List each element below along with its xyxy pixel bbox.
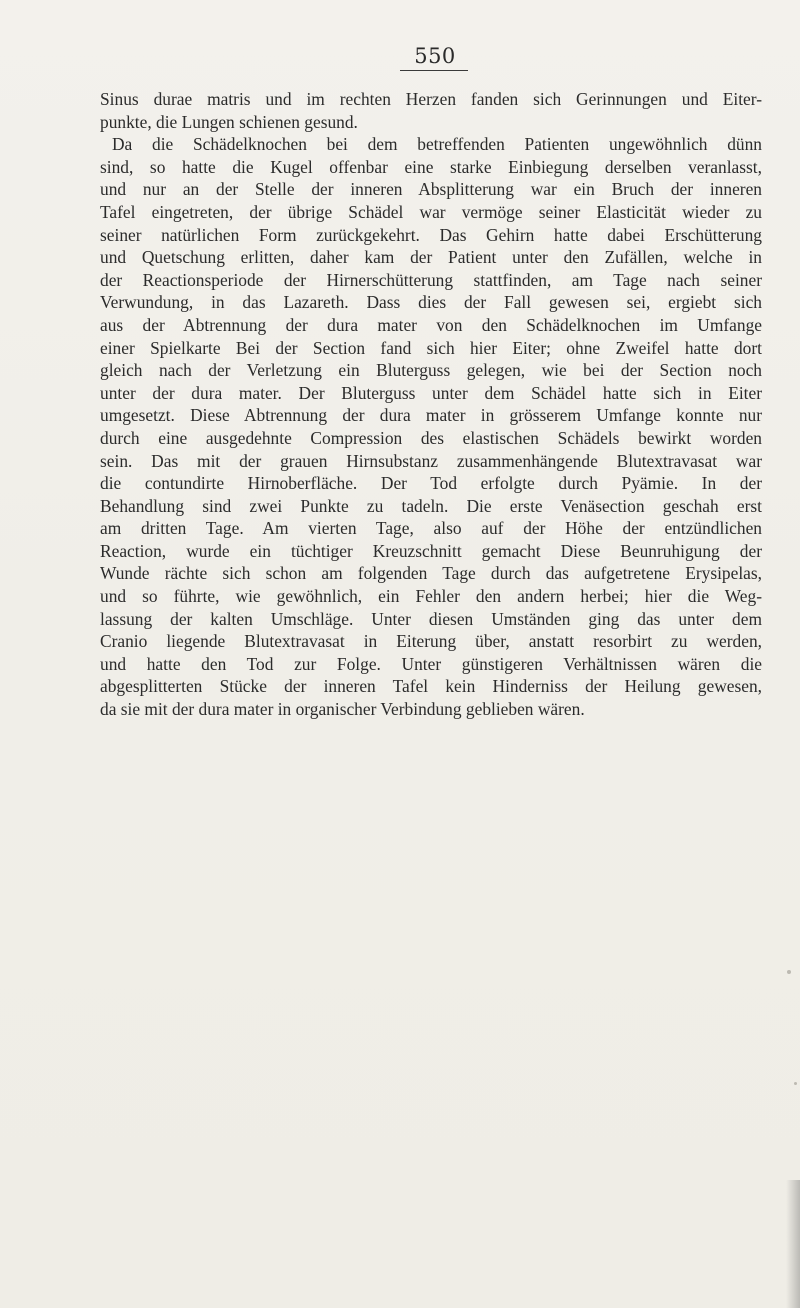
paragraph-start-line: Da die Schädelknochen bei dem betreffenden Patienten ungewöhnlich dünn [112, 134, 762, 155]
page-number: 550 [414, 44, 456, 68]
text-line: aus der Abtrennung der dura mater von den Schädelknochen im Umfange [100, 314, 762, 335]
text-line: der Reactionsperiode der Hirnerschütterung stattfinden, am Tage nach seiner [100, 269, 762, 290]
text-line: und so führte, wie gewöhnlich, ein Fehler den andern herbei; hier die Weg- [100, 586, 762, 607]
text-line: abgesplitterten Stücke der inneren Tafel kein Hinderniss der Heilung gewesen, [100, 676, 762, 697]
text-line: die contundirte Hirnoberfläche. Der Tod erfolgte durch Pyämie. In der [100, 473, 762, 494]
text-line: einer Spielkarte Bei der Section fand sich hier Eiter; ohne Zweifel hatte dort [100, 337, 762, 358]
text-line: Reaction, wurde ein tüchtiger Kreuzschnitt gemacht Diese Beunruhigung der [100, 540, 762, 561]
text-line: seiner natürlichen Form zurückgekehrt. Das Gehirn hatte dabei Erschütterung [100, 224, 762, 245]
text-line: Sinus durae matris und im rechten Herzen fanden sich Gerinnungen und Eiter- [100, 89, 762, 109]
page-number-underline [400, 70, 468, 71]
text-line: Tafel eingetreten, der übrige Schädel war vermöge seiner Elasticität wieder zu [100, 201, 762, 222]
text-line: und hatte den Tod zur Folge. Unter günstigeren Verhältnissen wären die [100, 653, 762, 674]
text-line: Cranio liegende Blutextravasat in Eiterung über, anstatt resorbirt zu werden, [100, 631, 762, 652]
page-edge-shadow [786, 1180, 800, 1308]
text-line: Wunde rächte sich schon am folgenden Tage durch das aufgetretene Erysipelas, [100, 563, 762, 584]
text-line: sein. Das mit der grauen Hirnsubstanz zusammenhängende Blutextravasat war [100, 450, 762, 471]
paper-speck [794, 1082, 797, 1085]
text-line: durch eine ausgedehnte Compression des elastischen Schädels bewirkt worden [100, 427, 762, 448]
text-line: sind, so hatte die Kugel offenbar eine starke Einbiegung derselben veranlasst, [100, 156, 762, 177]
paper-speck [787, 970, 791, 974]
text-line: und nur an der Stelle der inneren Absplitterung war ein Bruch der inneren [100, 179, 762, 200]
text-line: am dritten Tage. Am vierten Tage, also auf der Höhe der entzündlichen [100, 518, 762, 539]
text-line: da sie mit der dura mater in organischer Verbindung geblieben wären. [100, 699, 585, 720]
text-line: Verwundung, in das Lazareth. Dass dies der Fall gewesen sei, ergiebt sich [100, 292, 762, 313]
text-line: unter der dura mater. Der Bluterguss unter dem Schädel hatte sich in Eiter [100, 382, 762, 403]
body-text [100, 88, 762, 721]
text-line: gleich nach der Verletzung ein Bluterguss gelegen, wie bei der Section noch [100, 360, 762, 381]
text-line: punkte, die Lungen schienen gesund. [100, 111, 358, 132]
text-line: lassung der kalten Umschläge. Unter diesen Umständen ging das unter dem [100, 608, 762, 629]
text-line: und Quetschung erlitten, daher kam der Patient unter den Zufällen, welche in [100, 247, 762, 268]
text-line: umgesetzt. Diese Abtrennung der dura mater in grösserem Umfange konnte nur [100, 405, 762, 426]
text-line: Behandlung sind zwei Punkte zu tadeln. Die erste Venäsection geschah erst [100, 495, 762, 516]
